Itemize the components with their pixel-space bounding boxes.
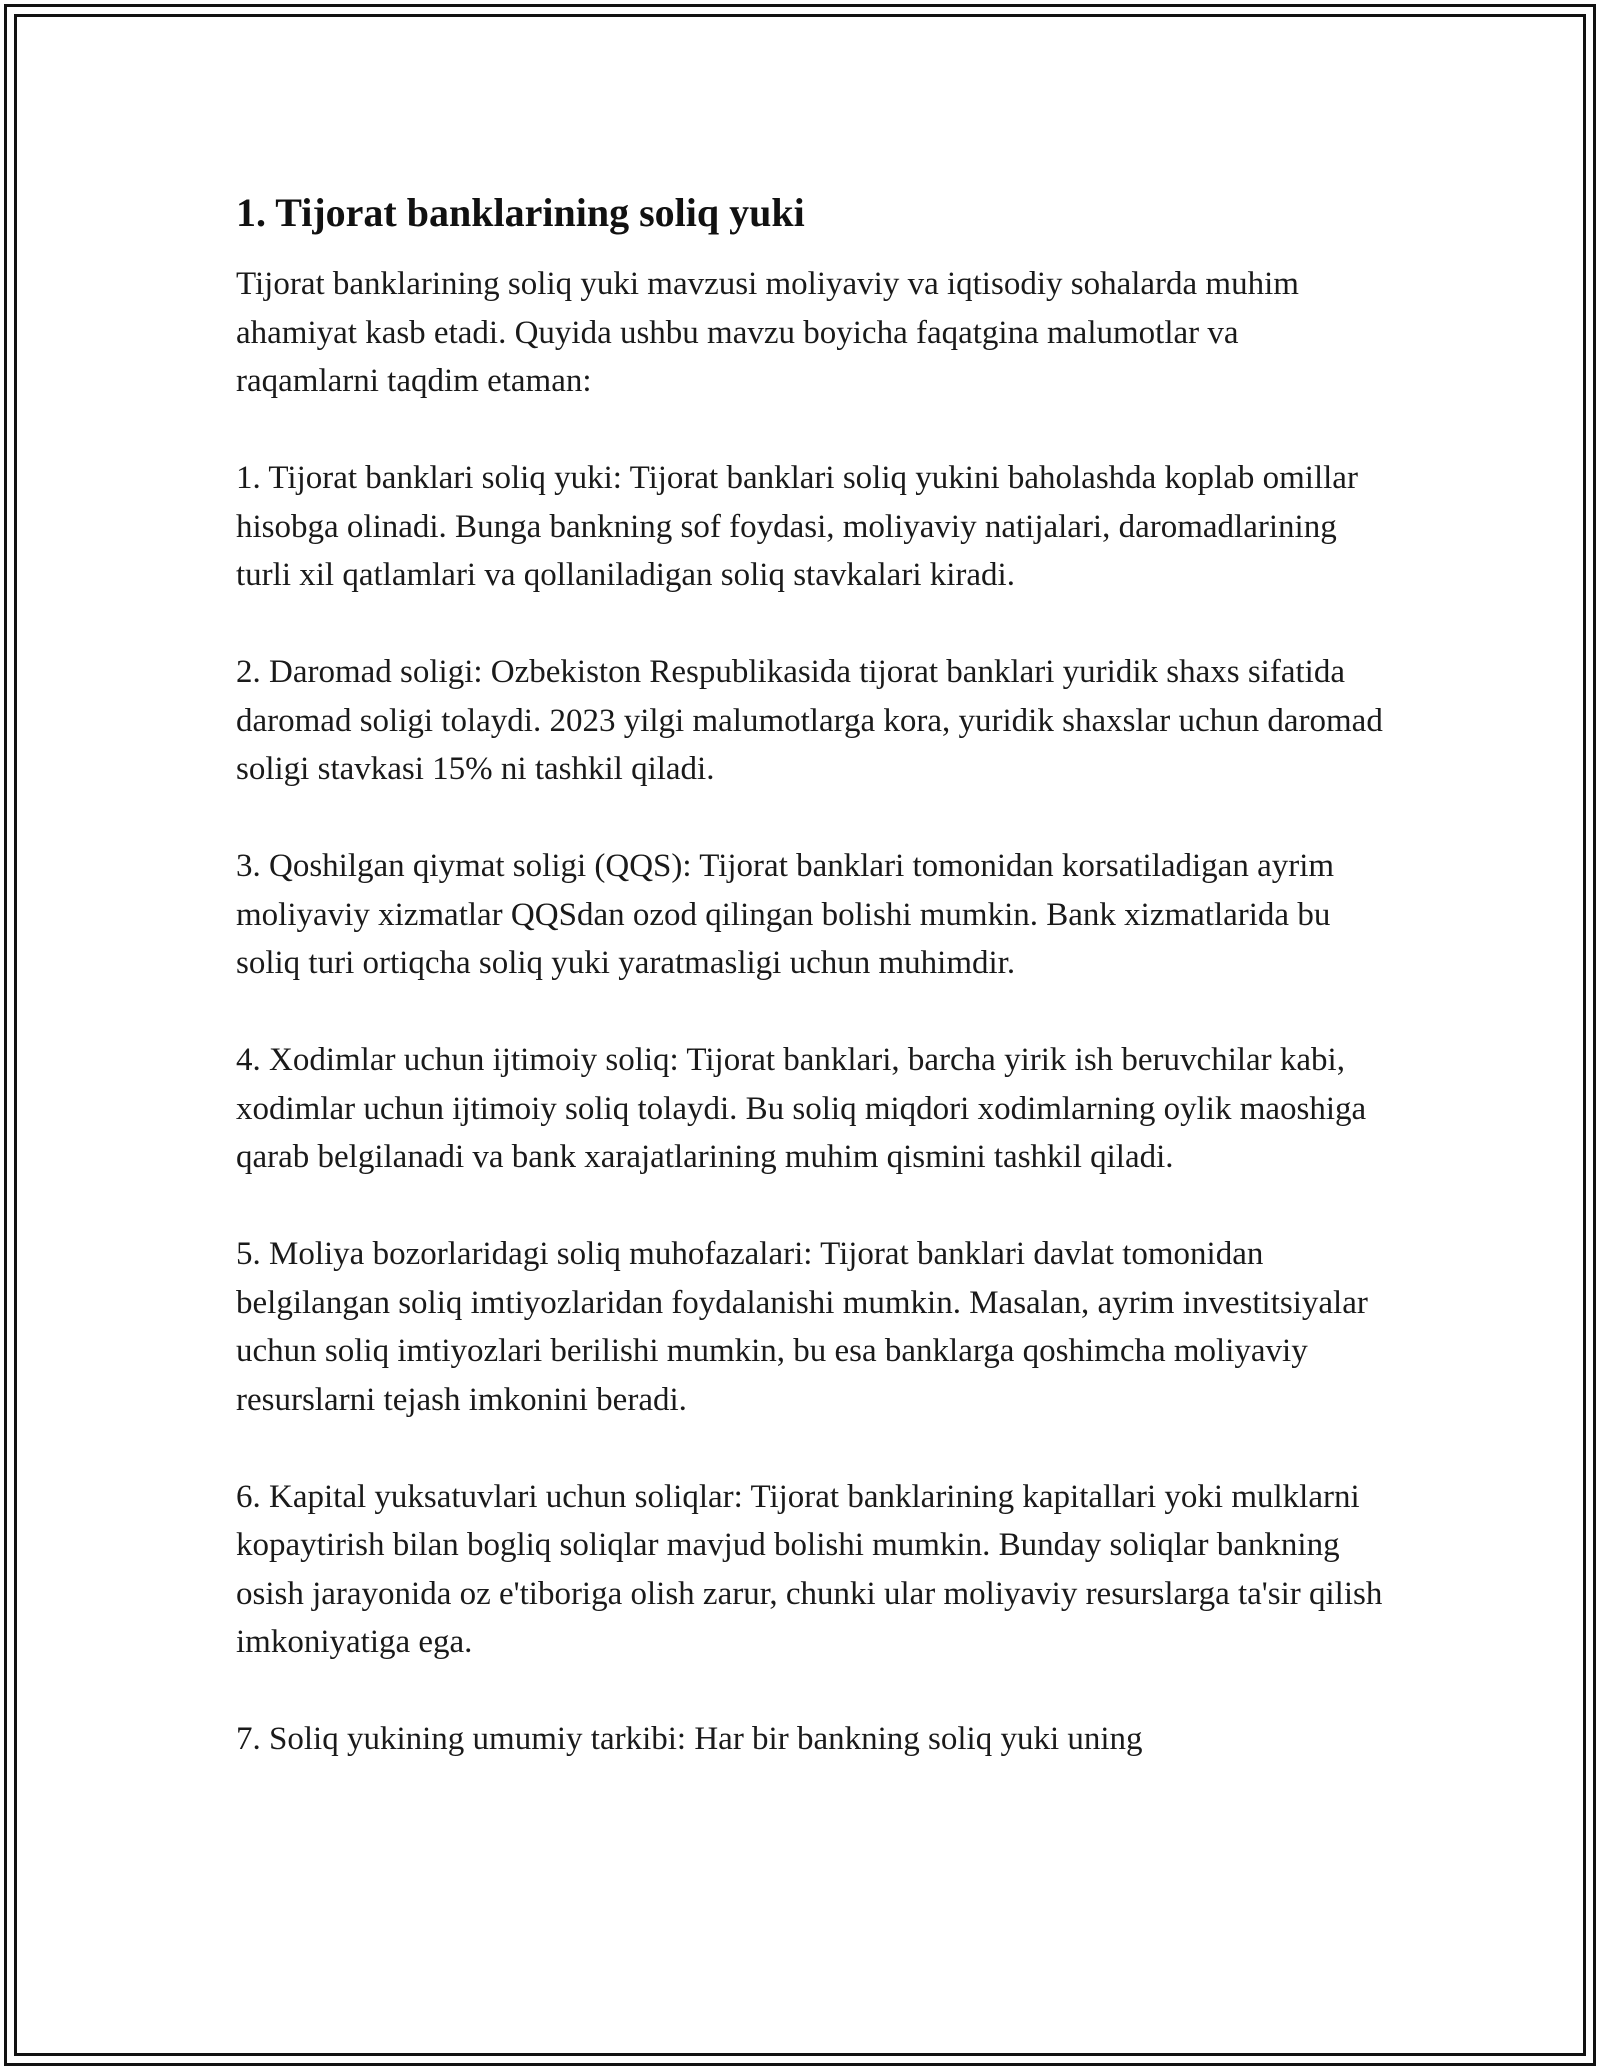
paragraph-item-5: 5. Moliya bozorlaridagi soliq muhofazalari: Tijorat banklari davlat tomonidan belgilangan soliq imtiyozlaridan foydalanishi mumkin. Masalan, ayrim investitsiyalar uchun soliq imtiyozlari berilishi mumkin, bu esa banklarga qoshimcha moliyaviy resurslarni tejash imkonini beradi. (236, 1236, 1368, 1418)
section-heading: 1. Tijorat banklarining soliq yuki (236, 190, 805, 235)
paragraph-item-4: 4. Xodimlar uchun ijtimoiy soliq: Tijorat banklari, barcha yirik ish beruvchilar kabi, xodimlar uchun ijtimoiy soliq tolaydi. Bu soliq miqdori xodimlarning oylik maoshiga qarab belgilanadi va bank xarajatlarining muhim qismini tashkil qiladi. (236, 1042, 1367, 1175)
paragraph-item-7: 7. Soliq yukining umumiy tarkibi: Har bir bankning soliq yuki uning (236, 1721, 1143, 1757)
paragraph-item-6: 6. Kapital yuksatuvlari uchun soliqlar: Tijorat banklarining kapitallari yoki mulklarni kopaytirish bilan bogliq soliqlar mavjud bolishi mumkin. Bunday soliqlar bankning osish jarayonida oz e'tiboriga olish zarur, chunki ular moliyaviy resurslarga ta'sir qilish imkoniyatiga ega. (236, 1478, 1383, 1660)
intro-paragraph: Tijorat banklarining soliq yuki mavzusi moliyaviy va iqtisodiy sohalarda muhim ahamiyat kasb etadi. Quyida ushbu mavzu boyicha faqatgina malumotlar va raqamlarni taqdim etaman: (236, 266, 1299, 399)
paragraph-item-2: 2. Daromad soligi: Ozbekiston Respublikasida tijorat banklari yuridik shaxs sifatida daromad soligi tolaydi. 2023 yilgi malumotlarga kora, yuridik shaxslar uchun daromad soligi stavkasi 15% ni tashkil qiladi. (236, 654, 1383, 787)
paragraph-item-1: 1. Tijorat banklari soliq yuki: Tijorat banklari soliq yukini baholashda koplab omillar hisobga olinadi. Bunga bankning sof foydasi, moliyaviy natijalari, daromadlarining turli xil qatlamlari va qollaniladigan soliq stavkalari kiradi. (236, 460, 1358, 593)
document-body (236, 186, 1386, 1812)
paragraph-item-3: 3. Qoshilgan qiymat soligi (QQS): Tijorat banklari tomonidan korsatiladigan ayrim moliyaviy xizmatlar QQSdan ozod qilingan bolishi mumkin. Bank xizmatlarida bu soliq turi ortiqcha soliq yuki yaratmasligi uchun muhimdir. (236, 848, 1335, 981)
